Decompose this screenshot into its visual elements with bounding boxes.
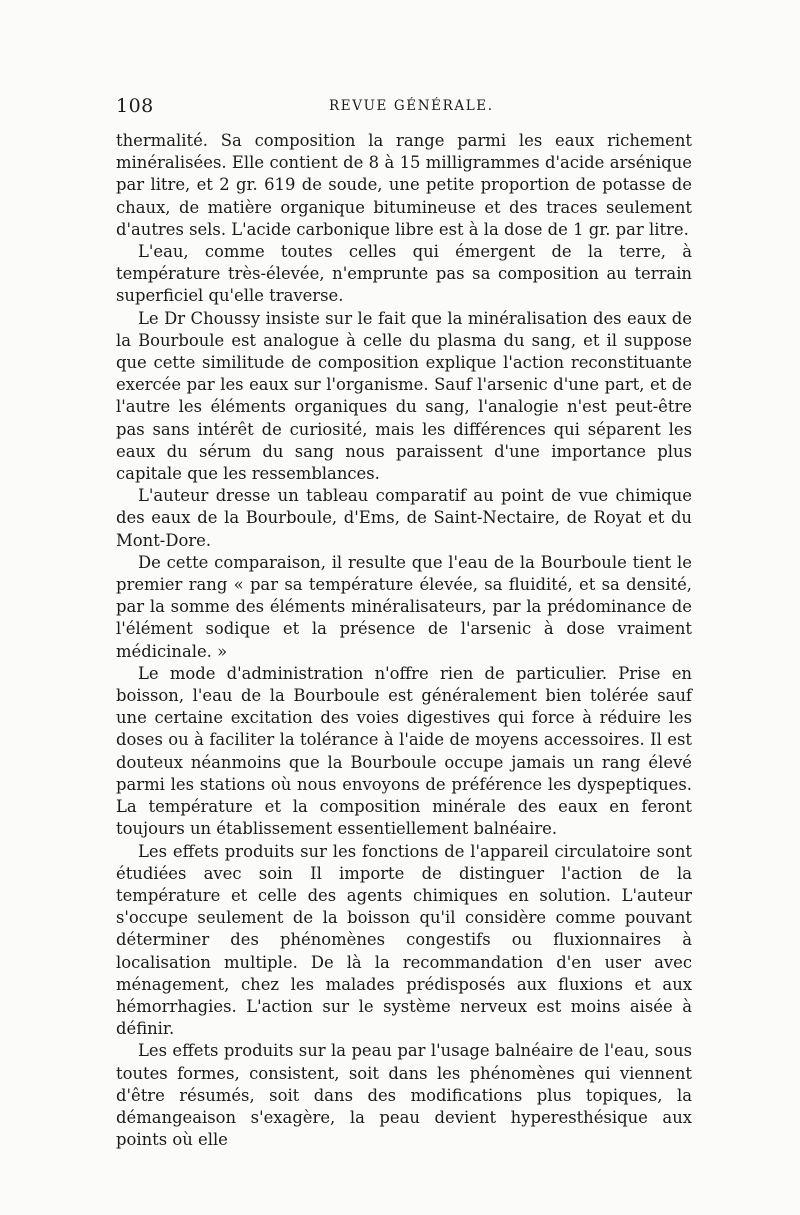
- paragraph: Le Dr Choussy insiste sur le fait que la minéralisation des eaux de la Bourboule est analogue à celle du plasma du sang, et il suppose que cette similitude de composition explique l'action reconstituante exercée par les eaux sur l'organisme. Sauf l'arsenic d'une part, et de l'autre les éléments organiques du sang, l'analogie n'est peut-être pas sans intérêt de curiosité, mais les différences qui séparent les eaux du sérum du sang nous paraissent d'une importance plus capitale que les ressemblances.: [116, 308, 692, 484]
- paragraph: L'auteur dresse un tableau comparatif au point de vue chimique des eaux de la Bourboule, d'Ems, de Saint-Nectaire, de Royat et du Mont-Dore.: [116, 486, 692, 550]
- paragraph: Le mode d'administration n'offre rien de particulier. Prise en boisson, l'eau de la Bourboule est généralement bien tolérée sauf une certaine excitation des voies digestives qui force à réduire les doses ou à faciliter la tolérance à l'aide de moyens accessoires. Il est douteux néanmoins que la Bourboule occupe jamais un rang élevé parmi les stations où nous envoyons de préférence les dyspeptiques. La température et la composition minérale des eaux en feront toujours un établissement essentiellement balnéaire.: [116, 663, 692, 839]
- journal-title: REVUE GÉNÉRALE.: [329, 98, 494, 114]
- paragraph: thermalité. Sa composition la range parmi les eaux richement minéralisées. Elle contient de 8 à 15 milligrammes d'acide arsénique par litre, et 2 gr. 619 de soude, une petite proportion de potasse de chaux, de matière organique bitumineuse et des traces seulement d'autres sels. L'acide carbonique libre est à la dose de 1 gr. par litre.: [116, 131, 692, 239]
- paragraph: L'eau, comme toutes celles qui émergent de la terre, à température très-élevée, n'emprunte pas sa composition au terrain superficiel qu'elle traverse.: [116, 242, 692, 306]
- paragraph: De cette comparaison, il resulte que l'eau de la Bourboule tient le premier rang « par sa température élevée, sa fluidité, et sa densité, par la somme des éléments minéralisateurs, par la prédominance de l'élément sodique et la présence de l'arsenic à dose vraiment médicinale. »: [116, 552, 692, 661]
- paragraph: Les effets produits sur les fonctions de l'appareil circulatoire sont étudiées avec soin Il importe de distinguer l'action de la température et celle des agents chimiques en solution. L'auteur s'occupe seulement de la boisson qu'il considère comme pouvant déterminer des phénomènes congestifs ou fluxionnaires à localisation multiple. De là la recommandation d'en user avec ménagement, chez les malades prédisposés aux fluxions et aux hémorrhagies. L'action sur le système nerveux est moins aisée à définir.: [116, 841, 692, 1039]
- page-number: 108: [116, 95, 154, 117]
- running-head: [116, 95, 692, 125]
- paragraph: Les effets produits sur la peau par l'usage balnéaire de l'eau, sous toutes formes, consistent, soit dans les phénomènes qui viennent d'être résumés, soit dans des modifications plus topiques, la démangeaison s'exagère, la peau devient hyperesthésique aux points où elle: [116, 1041, 692, 1150]
- body-text: [116, 130, 692, 1151]
